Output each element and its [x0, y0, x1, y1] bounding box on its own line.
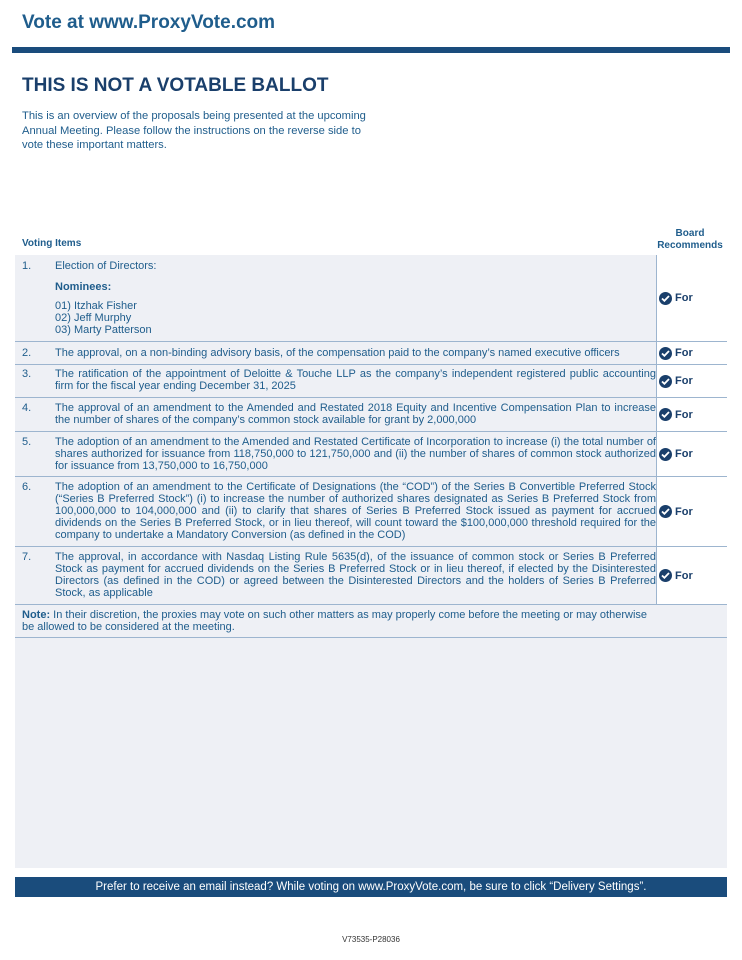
item-number: 1. [22, 260, 32, 272]
recommendation-label: For [675, 408, 693, 421]
check-circle-icon [659, 569, 672, 582]
voting-item-7 [15, 547, 727, 605]
board-recommends-line2: Recommends [657, 240, 723, 251]
recommendation [656, 432, 730, 476]
item-number: 4. [22, 402, 32, 414]
check-circle-icon [659, 408, 672, 421]
check-circle-icon [659, 505, 672, 518]
item-number: 5. [22, 436, 32, 448]
voting-item-1 [15, 255, 727, 342]
recommendation [656, 255, 730, 341]
intro-text: This is an overview of the proposals being presented at the upcoming Annual Meeting. Please follow the instructions on the reverse side to vote these important matters. [22, 110, 366, 151]
item-number: 2. [22, 347, 32, 359]
note-label: Note: [22, 609, 51, 621]
voting-items-table [15, 255, 727, 638]
voting-item-4 [15, 398, 727, 432]
voting-item-2 [15, 342, 727, 365]
note-text [15, 605, 727, 637]
recommendation-label: For [675, 505, 693, 518]
item-text: The ratification of the appointment of Deloitte & Touche LLP as the company’s independent registered public accounting firm for the fiscal year ending December 31, 2025 [55, 368, 656, 392]
site-title: Vote at www.ProxyVote.com [22, 12, 276, 33]
check-circle-icon [659, 347, 672, 360]
item-text [55, 255, 656, 341]
recommendation-label: For [675, 347, 693, 359]
email-delivery-banner: Prefer to receive an email instead? While voting on www.ProxyVote.com, be sure to click “Delivery Settings”. [15, 877, 727, 897]
item-number: 6. [22, 481, 32, 493]
item-text: The approval, in accordance with Nasdaq Listing Rule 5635(d), of the issuance of common stock or Series B Preferred Stock as payment for accrued dividends on the Series B Preferred Stock or in lieu thereof, if elected by the Disinterested Directors (as defined in the COD) or agreed between the Disinterested Directors and the holders of Series B Preferred Stock, as applicable [55, 551, 656, 599]
recommendation-label: For [675, 375, 693, 387]
note-body: In their discretion, the proxies may vote on such other matters as may properly come before the meeting or may otherwise be allowed to be considered at the meeting. [22, 609, 647, 633]
item-title: Election of Directors: [55, 260, 157, 272]
note-row [15, 605, 727, 638]
board-recommends-header [652, 228, 728, 252]
voting-items-header: Voting Items [22, 238, 82, 249]
check-circle-icon [659, 375, 672, 388]
nominee: 02) Jeff Murphy [55, 312, 132, 324]
header-divider [12, 47, 730, 53]
recommendation [656, 342, 730, 364]
recommendation [656, 547, 730, 604]
nominee-list [55, 300, 656, 336]
nominee: 01) Itzhak Fisher [55, 300, 137, 312]
nominee: 03) Marty Patterson [55, 324, 152, 336]
item-text: The adoption of an amendment to the Amended and Restated Certificate of Incorporation to increase (i) the total number of shares authorized for issuance from 118,750,000 to 121,750,000 and (ii) the number of shares of common stock authorized for issuance from 13,750,000 to 16,750,000 [55, 436, 656, 472]
voting-items-panel [15, 255, 727, 868]
item-text: The approval, on a non-binding advisory basis, of the compensation paid to the company’s named executive officers [55, 347, 620, 359]
voting-item-5 [15, 432, 727, 477]
check-circle-icon [659, 292, 672, 305]
page-heading: THIS IS NOT A VOTABLE BALLOT [22, 75, 329, 96]
voting-item-3 [15, 365, 727, 398]
board-recommends-line1: Board [675, 228, 705, 239]
recommendation [656, 398, 730, 431]
recommendation-label: For [675, 448, 693, 460]
item-text: The adoption of an amendment to the Certificate of Designations (the “COD”) of the Series B Convertible Preferred Stock (“Series B Preferred Stock”) (i) to increase the number of authorized shares designated as Series B Preferred Stock from 100,000,000 to 104,000,000 and (ii) to clarify that shares of Series B Preferred Stock issued as payment for accrued dividends on the Series B Preferred Stock, or in lieu thereof, will count toward the $100,000,000 threshold required for the company to undertake a Mandatory Conversion (as defined in the COD) [55, 481, 656, 541]
recommendation-label: For [675, 569, 693, 582]
recommendation-label: For [675, 292, 693, 304]
nominees-label: Nominees: [55, 281, 112, 293]
document-code: V73535-P28036 [342, 935, 400, 944]
item-number: 3. [22, 368, 32, 380]
check-circle-icon [659, 448, 672, 461]
item-number: 7. [22, 551, 32, 563]
item-text: The approval of an amendment to the Amended and Restated 2018 Equity and Incentive Compensation Plan to increase the number of shares of the company’s common stock available for grant by 2,000,000 [55, 402, 656, 426]
voting-item-6 [15, 477, 727, 547]
recommendation [656, 365, 730, 397]
recommendation [656, 477, 730, 546]
